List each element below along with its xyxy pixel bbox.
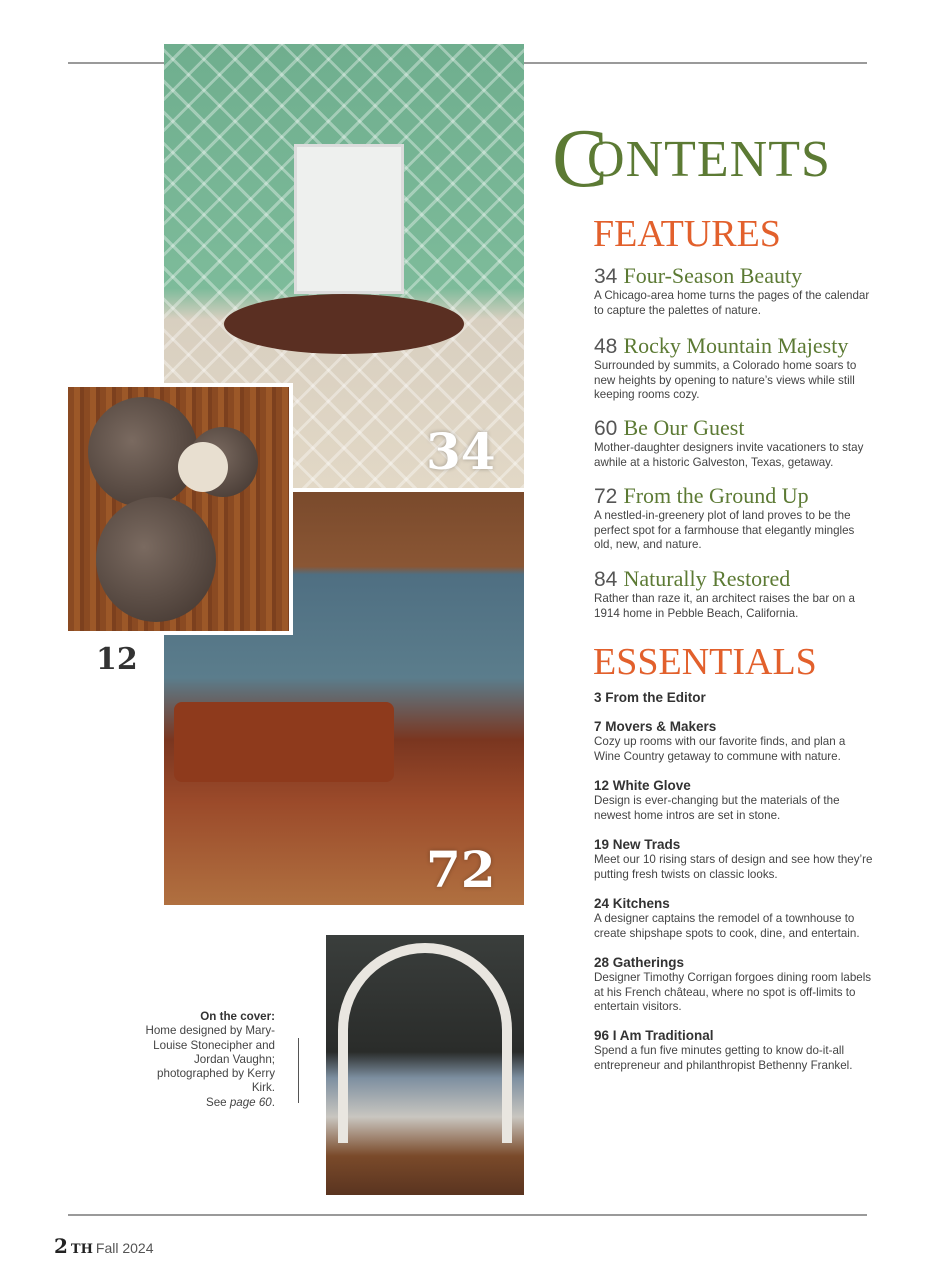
feature-page: 34 [594,265,618,288]
essential-desc: Spend a fun five minutes getting to know do-it-all entrepreneur and philanthropist Bethenny Frankel. [594,1044,853,1072]
feature-desc: A Chicago-area home turns the pages of the calendar to capture the palettes of nature. [594,289,870,317]
feature-desc: A nestled-in-greenery plot of land proves to be the perfect spot for a farmhouse that elegantly mingles old, new, and nature. [594,509,855,551]
essential-item[interactable] [594,777,874,823]
issue-date: Fall 2024 [95,1240,154,1256]
essential-item[interactable] [594,689,874,706]
feature-desc: Mother-daughter designers invite vacationers to stay awhile at a historic Galveston, Texas, getaway. [594,441,864,469]
feature-title: From the Ground Up [623,483,809,508]
feature-page: 60 [594,417,618,440]
essential-desc: A designer captains the remodel of a townhouse to create shipshape spots to cook, dine, and entertain. [594,912,860,940]
bottom-rule [68,1214,867,1216]
page-footer [54,1234,153,1258]
kitchen-cover-photo [326,935,524,1195]
essential-title: 28 Gatherings [594,955,685,970]
top-rule-left [68,62,164,64]
photo-page-number: 12 [96,642,138,677]
leather-sofa [174,702,394,782]
feature-item[interactable] [594,334,874,403]
feature-item[interactable] [594,264,874,318]
caption-divider [298,1038,299,1103]
stone-tables-photo [68,383,293,635]
essential-title: 19 New Trads [594,837,681,852]
page-title: CONTENTS [552,112,831,205]
feature-title: Four-Season Beauty [623,263,803,288]
essential-desc: Design is ever-changing but the materials of the newest home intros are set in stone. [594,794,840,822]
features-heading: FEATURES [593,213,781,255]
essential-title: 7 Movers & Makers [594,719,717,734]
essentials-heading: ESSENTIALS [593,641,817,683]
feature-title: Naturally Restored [623,566,791,591]
essential-item[interactable] [594,954,874,1015]
photo-page-number: 72 [426,840,496,899]
feature-page: 72 [594,485,618,508]
dining-table [224,294,464,354]
cover-caption: On the cover: Home designed by Mary-Louise Stonecipher and Jordan Vaughn; photographed by Kerry Kirk. See page 60. [145,1010,275,1109]
feature-title: Be Our Guest [623,415,745,440]
essential-item[interactable] [594,836,874,882]
essential-title: 3 From the Editor [594,690,706,705]
essential-title: 12 White Glove [594,778,691,793]
china-cabinet [294,144,404,294]
essential-item[interactable] [594,895,874,941]
magazine-name: TH [70,1242,93,1257]
feature-item[interactable] [594,484,874,553]
feature-page: 48 [594,335,618,358]
feature-page: 84 [594,568,618,591]
feature-title: Rocky Mountain Majesty [623,333,849,358]
page-link[interactable]: page 60 [229,1095,272,1109]
essential-item[interactable] [594,718,874,764]
essential-desc: Cozy up rooms with our favorite finds, and plan a Wine Country getaway to commune with nature. [594,735,846,763]
essential-title: 96 I Am Traditional [594,1028,714,1043]
page-number: 2 [54,1234,68,1258]
photo-page-number: 34 [426,422,496,481]
feature-item[interactable] [594,416,874,470]
top-rule-right [524,62,867,64]
feature-item[interactable] [594,567,874,621]
essential-title: 24 Kitchens [594,896,670,911]
essential-item[interactable] [594,1027,874,1073]
feature-desc: Rather than raze it, an architect raises the bar on a 1914 home in Pebble Beach, California. [594,592,856,620]
essential-desc: Designer Timothy Corrigan forgoes dining room labels at his French château, where no spot is off-limits to entertain visitors. [594,971,872,1013]
essential-desc: Meet our 10 rising stars of design and see how they’re putting fresh twists on classic looks. [594,853,873,881]
feature-desc: Surrounded by summits, a Colorado home soars to new heights by opening to nature’s views while still keeping rooms cozy. [594,359,857,401]
